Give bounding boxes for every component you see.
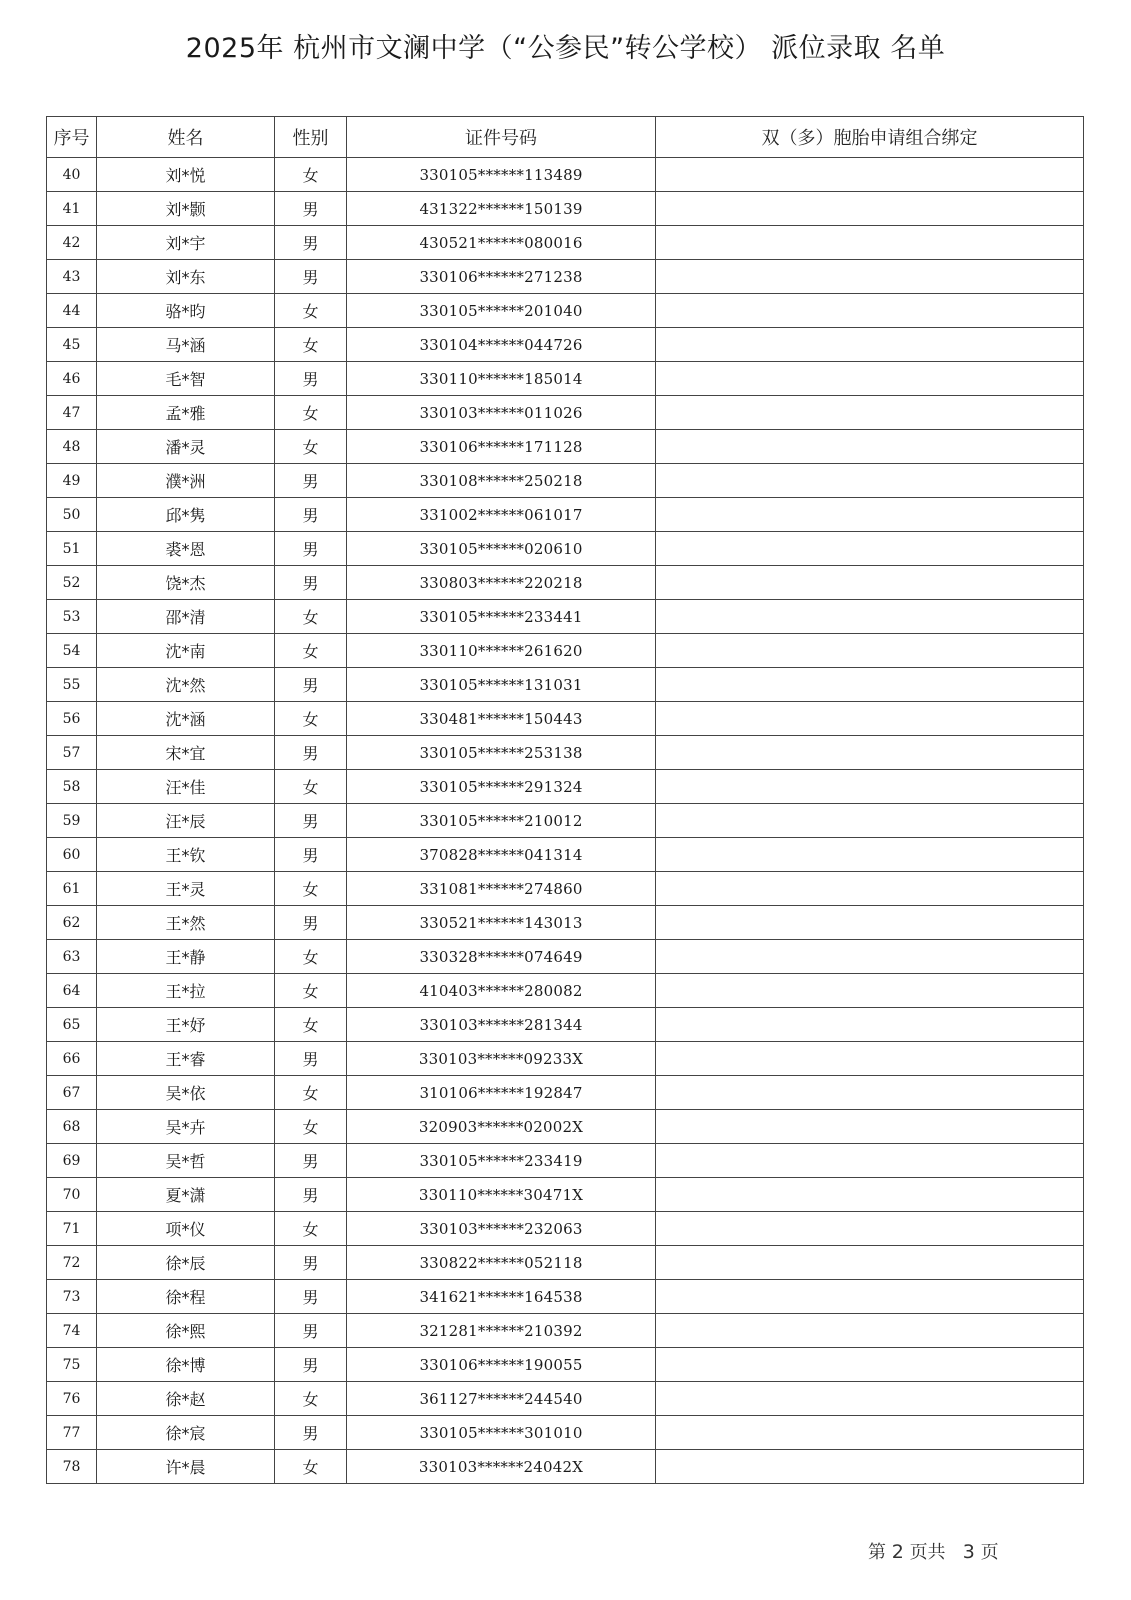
row-gender: 女 [275, 158, 347, 192]
table-row [47, 566, 1084, 600]
row-id-number: 330103******232063 [347, 1212, 656, 1246]
row-gender: 女 [275, 1076, 347, 1110]
row-serial-number: 65 [47, 1008, 97, 1042]
row-twin-binding [656, 906, 1084, 940]
row-serial-number: 76 [47, 1382, 97, 1416]
row-serial-number: 41 [47, 192, 97, 226]
table-row [47, 668, 1084, 702]
row-name: 刘*东 [97, 260, 275, 294]
row-twin-binding [656, 1280, 1084, 1314]
row-name: 孟*雅 [97, 396, 275, 430]
footer-page-suffix: 页 [980, 1542, 999, 1563]
row-name: 沈*涵 [97, 702, 275, 736]
row-id-number: 330103******011026 [347, 396, 656, 430]
row-serial-number: 58 [47, 770, 97, 804]
row-id-number: 320903******02002X [347, 1110, 656, 1144]
row-gender: 女 [275, 1008, 347, 1042]
row-gender: 女 [275, 940, 347, 974]
row-serial-number: 68 [47, 1110, 97, 1144]
table-row [47, 362, 1084, 396]
header-twin-binding: 双（多）胞胎申请组合绑定 [656, 117, 1084, 158]
row-twin-binding [656, 804, 1084, 838]
row-gender: 男 [275, 498, 347, 532]
row-name: 吴*卉 [97, 1110, 275, 1144]
row-id-number: 330105******233441 [347, 600, 656, 634]
row-id-number: 330481******150443 [347, 702, 656, 736]
row-gender: 男 [275, 192, 347, 226]
row-gender: 女 [275, 872, 347, 906]
row-twin-binding [656, 600, 1084, 634]
row-serial-number: 47 [47, 396, 97, 430]
row-serial-number: 40 [47, 158, 97, 192]
row-id-number: 430521******080016 [347, 226, 656, 260]
row-name: 徐*赵 [97, 1382, 275, 1416]
row-serial-number: 61 [47, 872, 97, 906]
row-id-number: 330105******301010 [347, 1416, 656, 1450]
row-gender: 男 [275, 226, 347, 260]
table-row [47, 1178, 1084, 1212]
row-serial-number: 75 [47, 1348, 97, 1382]
row-gender: 女 [275, 770, 347, 804]
row-twin-binding [656, 498, 1084, 532]
row-twin-binding [656, 770, 1084, 804]
row-id-number: 330110******261620 [347, 634, 656, 668]
row-serial-number: 57 [47, 736, 97, 770]
row-serial-number: 50 [47, 498, 97, 532]
row-twin-binding [656, 464, 1084, 498]
row-id-number: 330803******220218 [347, 566, 656, 600]
row-gender: 男 [275, 260, 347, 294]
row-name: 刘*悦 [97, 158, 275, 192]
row-id-number: 330105******020610 [347, 532, 656, 566]
row-id-number: 330822******052118 [347, 1246, 656, 1280]
row-twin-binding [656, 1416, 1084, 1450]
row-serial-number: 62 [47, 906, 97, 940]
table-row [47, 634, 1084, 668]
row-name: 汪*佳 [97, 770, 275, 804]
row-twin-binding [656, 532, 1084, 566]
row-name: 潘*灵 [97, 430, 275, 464]
row-twin-binding [656, 1246, 1084, 1280]
row-gender: 女 [275, 1110, 347, 1144]
row-name: 徐*宸 [97, 1416, 275, 1450]
row-serial-number: 59 [47, 804, 97, 838]
row-serial-number: 53 [47, 600, 97, 634]
row-serial-number: 69 [47, 1144, 97, 1178]
row-id-number: 330106******271238 [347, 260, 656, 294]
row-serial-number: 64 [47, 974, 97, 1008]
row-gender: 男 [275, 532, 347, 566]
row-id-number: 330106******190055 [347, 1348, 656, 1382]
row-name: 汪*辰 [97, 804, 275, 838]
row-twin-binding [656, 1144, 1084, 1178]
row-serial-number: 70 [47, 1178, 97, 1212]
table-row [47, 940, 1084, 974]
row-gender: 男 [275, 668, 347, 702]
row-twin-binding [656, 1110, 1084, 1144]
row-gender: 女 [275, 328, 347, 362]
table-row [47, 1450, 1084, 1484]
table-row [47, 600, 1084, 634]
row-twin-binding [656, 430, 1084, 464]
row-id-number: 330108******250218 [347, 464, 656, 498]
footer-page-current: 2 [891, 1541, 904, 1563]
row-name: 毛*智 [97, 362, 275, 396]
row-twin-binding [656, 668, 1084, 702]
table-row [47, 872, 1084, 906]
row-serial-number: 54 [47, 634, 97, 668]
row-id-number: 330104******044726 [347, 328, 656, 362]
row-gender: 男 [275, 1144, 347, 1178]
row-name: 裘*恩 [97, 532, 275, 566]
row-gender: 男 [275, 1348, 347, 1382]
row-name: 王*睿 [97, 1042, 275, 1076]
row-gender: 男 [275, 736, 347, 770]
table-row [47, 1042, 1084, 1076]
row-twin-binding [656, 396, 1084, 430]
row-serial-number: 44 [47, 294, 97, 328]
table-row [47, 1314, 1084, 1348]
table-row [47, 702, 1084, 736]
row-serial-number: 77 [47, 1416, 97, 1450]
row-gender: 女 [275, 702, 347, 736]
row-twin-binding [656, 362, 1084, 396]
row-name: 王*然 [97, 906, 275, 940]
table-row [47, 430, 1084, 464]
row-name: 徐*辰 [97, 1246, 275, 1280]
row-twin-binding [656, 974, 1084, 1008]
table-row [47, 532, 1084, 566]
row-name: 吴*哲 [97, 1144, 275, 1178]
row-twin-binding [656, 1212, 1084, 1246]
row-name: 王*灵 [97, 872, 275, 906]
table-row [47, 1110, 1084, 1144]
table-row [47, 1144, 1084, 1178]
row-id-number: 330105******291324 [347, 770, 656, 804]
row-twin-binding [656, 1178, 1084, 1212]
row-serial-number: 49 [47, 464, 97, 498]
row-name: 王*拉 [97, 974, 275, 1008]
row-serial-number: 52 [47, 566, 97, 600]
table-row [47, 770, 1084, 804]
row-id-number: 330328******074649 [347, 940, 656, 974]
row-id-number: 330521******143013 [347, 906, 656, 940]
table-body [47, 158, 1084, 1484]
row-twin-binding [656, 566, 1084, 600]
row-twin-binding [656, 1348, 1084, 1382]
row-gender: 男 [275, 464, 347, 498]
row-id-number: 330105******233419 [347, 1144, 656, 1178]
row-twin-binding [656, 1008, 1084, 1042]
table-row [47, 736, 1084, 770]
table-row [47, 1348, 1084, 1382]
row-twin-binding [656, 736, 1084, 770]
row-twin-binding [656, 872, 1084, 906]
row-gender: 男 [275, 362, 347, 396]
table-row [47, 838, 1084, 872]
row-name: 王*妤 [97, 1008, 275, 1042]
page-title: 2025年 杭州市文澜中学（“公参民”转公学校） 派位录取 名单 [185, 33, 946, 64]
row-twin-binding [656, 158, 1084, 192]
table-row [47, 328, 1084, 362]
table-row [47, 294, 1084, 328]
header-row [47, 117, 1084, 158]
table-row [47, 158, 1084, 192]
row-id-number: 330110******185014 [347, 362, 656, 396]
row-id-number: 330103******09233X [347, 1042, 656, 1076]
row-serial-number: 60 [47, 838, 97, 872]
row-name: 夏*潇 [97, 1178, 275, 1212]
row-name: 徐*熙 [97, 1314, 275, 1348]
row-twin-binding [656, 328, 1084, 362]
row-serial-number: 45 [47, 328, 97, 362]
table-row [47, 192, 1084, 226]
table-row [47, 906, 1084, 940]
row-id-number: 330105******131031 [347, 668, 656, 702]
row-serial-number: 42 [47, 226, 97, 260]
row-id-number: 330105******113489 [347, 158, 656, 192]
header-serial-number: 序号 [47, 117, 97, 158]
row-gender: 男 [275, 1280, 347, 1314]
footer-page-total: 3 [962, 1541, 975, 1563]
row-id-number: 330105******253138 [347, 736, 656, 770]
table-row [47, 1076, 1084, 1110]
row-id-number: 330110******30471X [347, 1178, 656, 1212]
table-row [47, 260, 1084, 294]
row-serial-number: 56 [47, 702, 97, 736]
row-twin-binding [656, 192, 1084, 226]
row-serial-number: 48 [47, 430, 97, 464]
row-gender: 女 [275, 294, 347, 328]
row-twin-binding [656, 838, 1084, 872]
row-id-number: 330103******281344 [347, 1008, 656, 1042]
row-id-number: 370828******041314 [347, 838, 656, 872]
row-name: 马*涵 [97, 328, 275, 362]
row-twin-binding [656, 634, 1084, 668]
row-twin-binding [656, 1314, 1084, 1348]
row-gender: 男 [275, 1246, 347, 1280]
row-gender: 女 [275, 1212, 347, 1246]
footer-page-prefix: 第 [868, 1542, 886, 1563]
table-row [47, 804, 1084, 838]
table-row [47, 498, 1084, 532]
row-id-number: 330105******210012 [347, 804, 656, 838]
row-gender: 女 [275, 430, 347, 464]
header-gender: 性别 [275, 117, 347, 158]
row-name: 王*钦 [97, 838, 275, 872]
row-gender: 男 [275, 906, 347, 940]
row-name: 项*仪 [97, 1212, 275, 1246]
row-serial-number: 51 [47, 532, 97, 566]
row-serial-number: 66 [47, 1042, 97, 1076]
row-id-number: 341621******164538 [347, 1280, 656, 1314]
row-twin-binding [656, 226, 1084, 260]
row-gender: 男 [275, 838, 347, 872]
table-row [47, 396, 1084, 430]
row-serial-number: 71 [47, 1212, 97, 1246]
admission-table [46, 116, 1084, 1484]
row-twin-binding [656, 940, 1084, 974]
page-footer [868, 1538, 999, 1564]
row-name: 沈*然 [97, 668, 275, 702]
row-gender: 男 [275, 804, 347, 838]
row-serial-number: 43 [47, 260, 97, 294]
row-gender: 男 [275, 1178, 347, 1212]
row-name: 饶*杰 [97, 566, 275, 600]
table-row [47, 1212, 1084, 1246]
row-name: 沈*南 [97, 634, 275, 668]
table-row [47, 1008, 1084, 1042]
row-serial-number: 46 [47, 362, 97, 396]
header-name: 姓名 [97, 117, 275, 158]
row-gender: 男 [275, 1416, 347, 1450]
row-name: 许*晨 [97, 1450, 275, 1484]
row-name: 刘*颢 [97, 192, 275, 226]
table-row [47, 974, 1084, 1008]
row-twin-binding [656, 1042, 1084, 1076]
row-name: 邱*隽 [97, 498, 275, 532]
row-gender: 女 [275, 1450, 347, 1484]
table-row [47, 1246, 1084, 1280]
table-row [47, 226, 1084, 260]
row-twin-binding [656, 294, 1084, 328]
row-twin-binding [656, 702, 1084, 736]
row-serial-number: 73 [47, 1280, 97, 1314]
row-twin-binding [656, 260, 1084, 294]
row-id-number: 331002******061017 [347, 498, 656, 532]
row-name: 徐*博 [97, 1348, 275, 1382]
header-id-number: 证件号码 [347, 117, 656, 158]
row-id-number: 361127******244540 [347, 1382, 656, 1416]
row-gender: 女 [275, 396, 347, 430]
table-row [47, 1382, 1084, 1416]
footer-page-middle: 页共 [909, 1542, 946, 1563]
table-row [47, 1280, 1084, 1314]
row-name: 邵*清 [97, 600, 275, 634]
row-serial-number: 72 [47, 1246, 97, 1280]
table-row [47, 1416, 1084, 1450]
table-row [47, 464, 1084, 498]
row-id-number: 431322******150139 [347, 192, 656, 226]
row-serial-number: 55 [47, 668, 97, 702]
row-id-number: 330105******201040 [347, 294, 656, 328]
row-name: 濮*洲 [97, 464, 275, 498]
row-name: 刘*宇 [97, 226, 275, 260]
row-name: 骆*昀 [97, 294, 275, 328]
row-id-number: 410403******280082 [347, 974, 656, 1008]
row-id-number: 310106******192847 [347, 1076, 656, 1110]
row-name: 吴*依 [97, 1076, 275, 1110]
row-twin-binding [656, 1382, 1084, 1416]
row-serial-number: 67 [47, 1076, 97, 1110]
row-gender: 男 [275, 1314, 347, 1348]
row-id-number: 321281******210392 [347, 1314, 656, 1348]
table-header [47, 117, 1084, 158]
row-gender: 女 [275, 1382, 347, 1416]
row-gender: 女 [275, 600, 347, 634]
row-id-number: 331081******274860 [347, 872, 656, 906]
row-serial-number: 63 [47, 940, 97, 974]
row-gender: 男 [275, 1042, 347, 1076]
row-serial-number: 78 [47, 1450, 97, 1484]
row-id-number: 330106******171128 [347, 430, 656, 464]
row-gender: 女 [275, 634, 347, 668]
row-gender: 男 [275, 566, 347, 600]
row-name: 徐*程 [97, 1280, 275, 1314]
row-twin-binding [656, 1450, 1084, 1484]
row-serial-number: 74 [47, 1314, 97, 1348]
row-twin-binding [656, 1076, 1084, 1110]
row-name: 宋*宜 [97, 736, 275, 770]
row-gender: 女 [275, 974, 347, 1008]
row-name: 王*静 [97, 940, 275, 974]
row-id-number: 330103******24042X [347, 1450, 656, 1484]
